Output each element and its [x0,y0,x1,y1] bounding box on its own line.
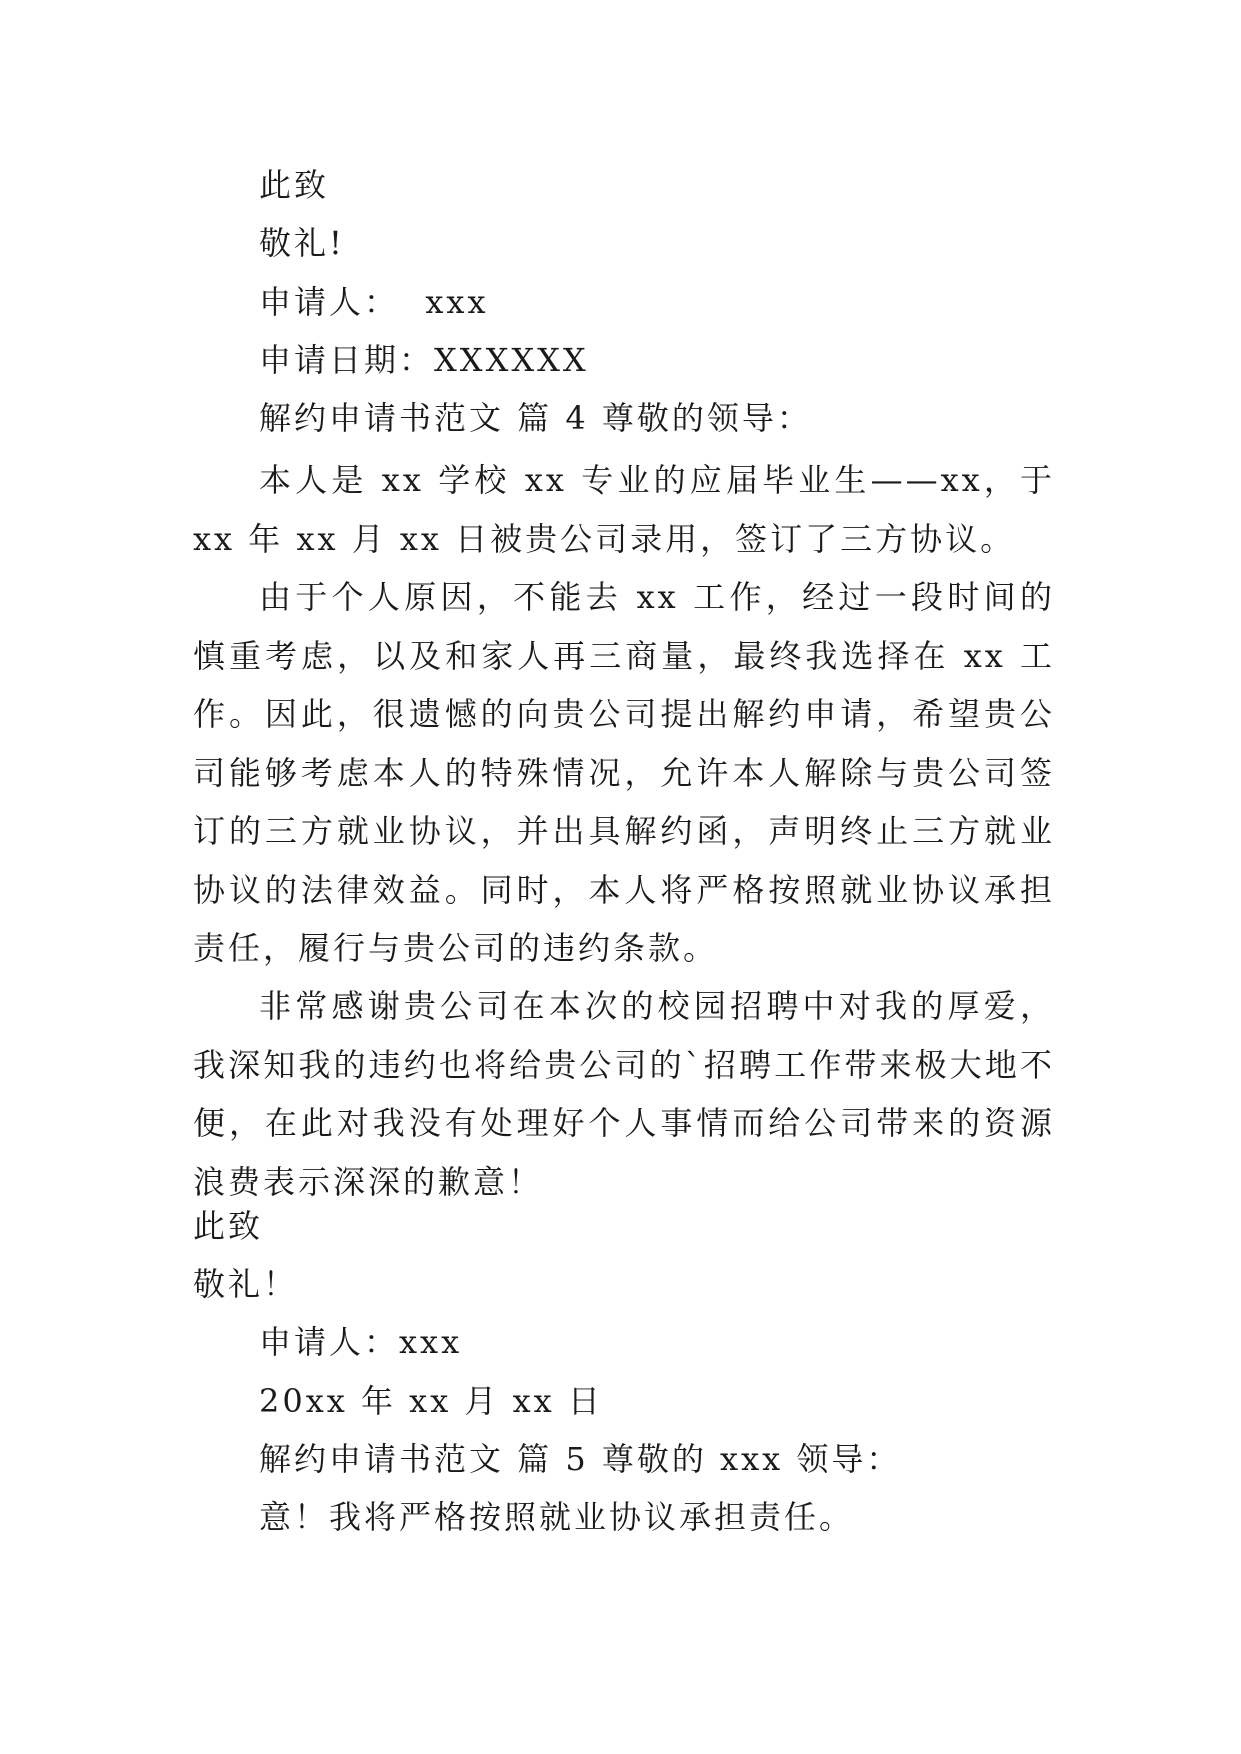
applicant-line: 申请人： xxx [259,283,489,321]
body-paragraph-2: 由于个人原因，不能去 xx 工作，经过一段时间的慎重考虑，以及和家人再三商量，最终我选择在 xx 工作。因此，很遗憾的向贵公司提出解约申请，希望贵公司能够考虑本人的特殊情况，允许本人解除与贵公司签订的三方就业协议，并出具解约函，声明终止三方就业协议的法律效益。同时，本人将严格按照就业协议承担责任，履行与贵公司的违约条款。 [193,578,1055,967]
body-paragraph-1: 本人是 xx 学校 xx 专业的应届毕业生——xx，于 xx 年 xx 月 xx 日被贵公司录用，签订了三方协议。 [193,461,1055,558]
closing-salutation: 此致 [259,166,330,204]
body-paragraph-3: 非常感谢贵公司在本次的校园招聘中对我的厚爱，我深知我的违约也将给贵公司的`招聘工作带来极大地不便，在此对我没有处理好个人事情而给公司带来的资源浪费表示深深的歉意！ [193,987,1055,1201]
section-4-heading: 解约申请书范文 篇 4 尊敬的领导： [259,399,812,437]
closing-salutation-2: 此致 [193,1207,264,1245]
signature-date: 20xx 年 xx 月 xx 日 [259,1382,603,1420]
section-5-first-line: 意！我将严格按照就业协议承担责任。 [259,1498,855,1536]
applicant-line-2: 申请人：xxx [259,1323,463,1361]
closing-regards: 敬礼! [259,224,345,262]
application-date: 申请日期：XXXXXX [259,341,589,379]
closing-regards-2: 敬礼！ [193,1265,299,1303]
section-5-heading: 解约申请书范文 篇 5 尊敬的 xxx 领导： [259,1440,902,1478]
